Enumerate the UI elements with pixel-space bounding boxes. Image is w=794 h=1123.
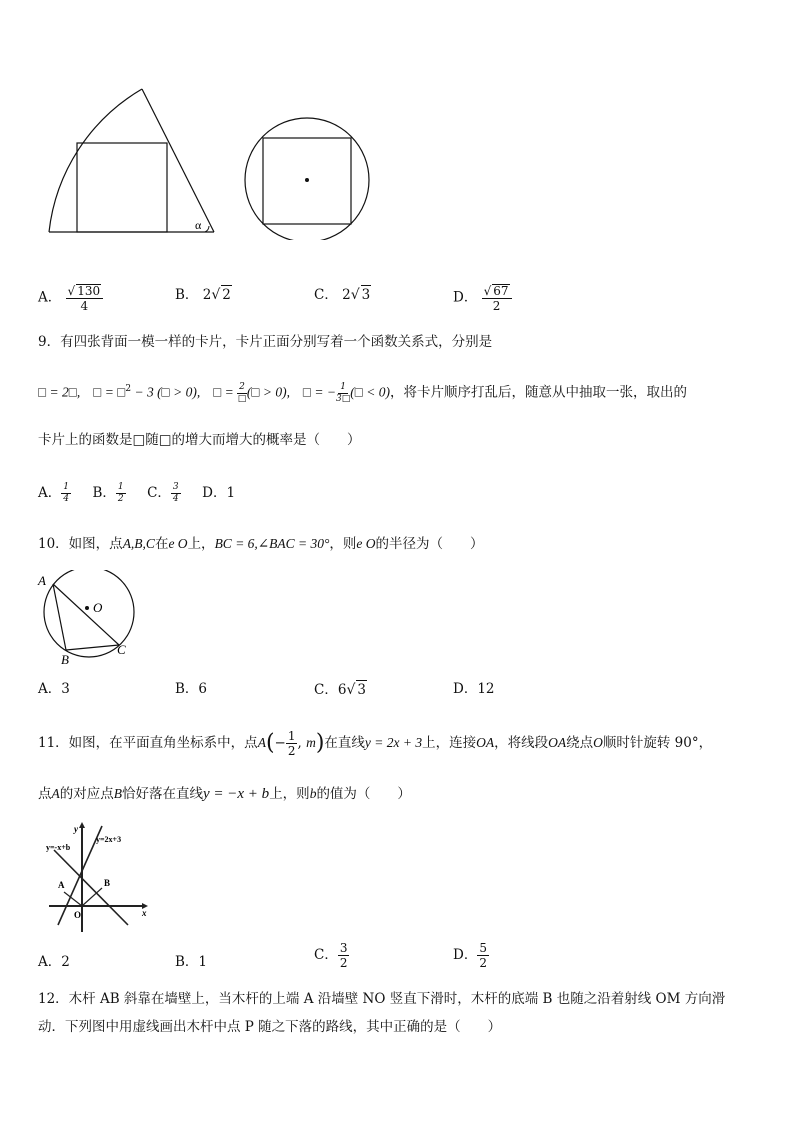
circle-figure — [245, 118, 369, 240]
label-b: B — [61, 652, 69, 667]
q8-option-b[interactable]: B． 2√ 2 — [175, 287, 231, 303]
q10-question: 10．如图，点A,B,C在e O上，BC = 6,∠BAC = 30°，则e O的半径为（ ） — [38, 536, 484, 552]
origin-label: O — [74, 910, 82, 920]
q8-option-c[interactable]: C． 2√ 3 — [314, 287, 371, 303]
sector-figure — [49, 89, 214, 232]
q11-option-d[interactable]: D． $\frac{5}{2}$ — [453, 941, 487, 970]
angle-alpha-label: α — [195, 218, 202, 232]
q10-option-d[interactable]: D．12 — [453, 681, 495, 697]
label-o: O — [93, 600, 103, 615]
q10-option-c[interactable]: C．6√ 3 — [314, 682, 366, 698]
q11-option-c[interactable]: C． $\frac{3}{2}$ — [314, 941, 348, 970]
q9-line2: □ = 2□, □ = □$^2$ − 3 (□ > 0), □ = $\frac{2}{□}$ (□ > 0), □ = − $\frac{1}{3□}$ (□ < 0)，将卡片顺序打乱后，随意从中抽取一张，取出的 — [38, 381, 687, 404]
q9-option-d[interactable]: D．1 — [202, 485, 236, 501]
axis-x-label: x — [142, 908, 147, 918]
q9-option-b[interactable]: B． $\frac{1}{2}$ — [92, 482, 124, 504]
q11-line1: 11．如图，在平面直角坐标系中，点A(− $\frac{1}{2}$ , m)在直线y = 2x + 3上，连接OA，将线段OA绕点O顺时针旋转 90°， — [38, 729, 713, 758]
point-b-label: B — [104, 878, 111, 888]
q9-line1: 9．有四张背面一模一样的卡片，卡片正面分别写着一个函数关系式，分别是 — [38, 334, 493, 350]
q12-line2: 动．下列图中用虚线画出木杆中点 P 随之下落的路线，其中正确的是（ ） — [38, 1019, 502, 1035]
q8-figures — [40, 80, 380, 240]
q9-line3: 卡片上的函数是□随□的增大而增大的概率是（ ） — [38, 432, 361, 448]
q12-line1: 12．木杆 AB 斜靠在墙壁上，当木杆的上端 A 沿墙壁 NO 竖直下滑时，木杆的底端 B 也随之沿着射线 OM 方向滑 — [38, 991, 726, 1007]
q9-option-c[interactable]: C． $\frac{3}{4}$ — [147, 482, 179, 504]
q9-options — [38, 483, 235, 504]
q9-option-a[interactable]: A． $\frac{1}{4}$ — [38, 482, 69, 504]
label-a: A — [38, 573, 46, 588]
q10-figure — [35, 570, 145, 670]
line1-label: y=-x+b — [46, 843, 71, 852]
label-c: C — [117, 642, 126, 657]
axis-y-label: y — [74, 824, 78, 834]
line2-label: y=2x+3 — [96, 835, 122, 844]
q10-option-b[interactable]: B．6 — [175, 681, 208, 697]
q10-option-a[interactable]: A．3 — [38, 681, 70, 697]
q8-option-d[interactable]: D． $\frac{√ 67}{2}$ — [453, 284, 512, 312]
q11-figure — [44, 820, 154, 935]
point-a-label: A — [58, 880, 65, 890]
q11-option-b[interactable]: B．1 — [175, 954, 208, 970]
q11-option-a[interactable]: A．2 — [38, 954, 70, 970]
q8-option-a[interactable]: A． $\frac{√ 130}{4}$ — [38, 284, 103, 312]
q11-line2: 点A的对应点B恰好落在直线y = −x + b上，则b的值为（ ） — [38, 786, 411, 802]
